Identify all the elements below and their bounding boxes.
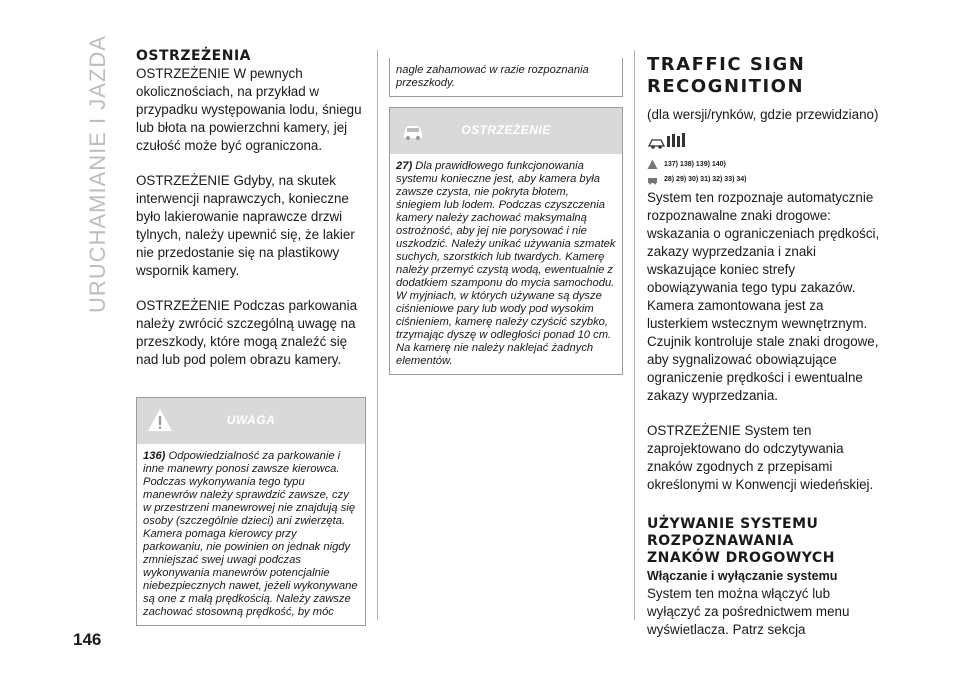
car-version-icons: [647, 130, 887, 154]
warning-ref-number: 27): [396, 160, 413, 172]
warning-box: [389, 107, 623, 375]
warning-box-title: OSTRZEŻENIE: [461, 123, 551, 137]
caution-ref-number: 136): [143, 450, 166, 462]
column-1: [136, 48, 366, 626]
caution-box-header: [137, 398, 365, 444]
tsr-paragraph-2: Kamera zamontowana jest za lusterkiem wstecznym wewnętrznym. Czujnik kontroluje stale znaki drogowe, aby sygnalizować obowiązujące ograniczenie prędkości i ewentualne zakazy wyprzedzania.: [647, 298, 879, 403]
caution-box-title: UWAGA: [226, 413, 276, 427]
warning-paragraph-3: OSTRZEŻENIE Podczas parkowania należy zwrócić szczególną uwagę na przeszkody, które mogą znaleźć się nad lub pod polem obrazu kamery.: [136, 298, 358, 367]
tsr-heading-line-1: TRAFFIC SIGN: [647, 54, 806, 75]
tsr-paragraph-1: System ten rozpoznaje automatycznie rozpoznawalne znaki drogowe: wskazania o ograniczeniach prędkości, zakazy wyprzedzania i znaki wskazujące koniec strefy obowiązywania tego typu zakazów.: [647, 190, 880, 295]
warning-text: Dla prawidłowego funkcjonowania systemu konieczne jest, aby kamera była zawsze czysta, nie pokryta błotem, śniegiem lub lodem. Podczas czyszczenia kamery należy zachować maksymalną ostrożność, aby jej nie porysować i nie uszkodzić. Należy unikać używania szmatek suchych, szorstkich lub twardych. Kamerę należy przemyć czystą wodą, ewentualnie z dodatkiem szamponu do mycia samochodu. W myjniach, w których używane są dysze ciśnieniowe pary lub wody pod wysokim ciśnieniem, kamerę należy czyścić szybko, trzymając dyszę w odległości ponad 10 cm. Na kamerę nie należy naklejać żadnych elementów.: [396, 160, 616, 367]
page-number: 146: [73, 630, 102, 649]
caution-box-body: [137, 444, 365, 625]
warning-box-header: [390, 108, 622, 154]
warning-paragraph-1: OSTRZEŻENIE W pewnych okolicznościach, na przykład w przypadku występowania lodu, śniegu lub błota na powierzchni kamery, jej czułość może być ograniczona.: [136, 66, 362, 153]
column-2: [389, 58, 623, 375]
warning-triangle-small-icon: [647, 159, 658, 170]
section-heading-warnings: OSTRZEŻENIA: [136, 48, 252, 64]
warning-refs-row: [647, 158, 887, 170]
subheading-on-off: Włączanie i wyłączanie systemu: [647, 569, 838, 583]
car-note-small-icon: [647, 174, 658, 185]
car-version-icons-graphic: [647, 130, 707, 152]
continued-caution-text: nagle zahamować w razie rozpoznania przeszkody.: [396, 64, 589, 89]
usage-heading-line-2: ROZPOZNAWANIA: [647, 533, 794, 549]
warning-box-body: [390, 154, 622, 374]
warning-refs: 137) 138) 139) 140): [664, 160, 726, 168]
usage-heading-line-3: ZNAKÓW DROGOWYCH: [647, 550, 835, 566]
column-divider-1: [377, 50, 378, 620]
column-3: [647, 54, 887, 639]
tsr-heading-line-2: RECOGNITION: [647, 76, 805, 97]
availability-note: (dla wersji/rynków, gdzie przewidziano): [647, 107, 879, 122]
note-refs-row: [647, 173, 887, 185]
usage-heading-line-1: UŻYWANIE SYSTEMU: [647, 516, 819, 532]
note-refs: 28) 29) 30) 31) 32) 33) 34): [664, 175, 747, 183]
caution-box: [136, 397, 366, 626]
section-side-title: URUCHAMIANIE I JAZDA: [85, 34, 110, 313]
tsr-paragraph-3: OSTRZEŻENIE System ten zaprojektowano do odczytywania znaków zgodnych z przepisami określonymi w Konwencji wiedeńskiej.: [647, 423, 874, 492]
caution-text: Odpowiedzialność za parkowanie i inne manewry ponosi zawsze kierowca. Podczas wykonywania tego typu manewrów należy sprawdzić zawsze, czy w przestrzeni manewrowej nie znajdują się osoby (szczególnie dzieci) ani zwierzęta. Kamera pomaga kierowcy przy parkowaniu, nie powinien on jednak nigdy zmniejszać swej uwagi podczas wykonywania manewrów potencjalnie niebezpiecznych nawet, jeżeli wykonywane są one z małą prędkością. Należy zawsze zachować stosowną prędkość, by móc: [143, 450, 358, 618]
continued-caution-box: [389, 58, 623, 97]
tsr-paragraph-4: System ten można włączyć lub wyłączyć za pośrednictwem menu wyświetlacza. Patrz sekcja: [647, 586, 850, 637]
warning-paragraph-2: OSTRZEŻENIE Gdyby, na skutek interwencji naprawczych, konieczne było lakierowanie naprawcze drzwi tylnych, należy upewnić się, że lakier nie przedostanie się na plastikowy wspornik kamery.: [136, 173, 355, 278]
column-divider-2: [634, 50, 635, 620]
